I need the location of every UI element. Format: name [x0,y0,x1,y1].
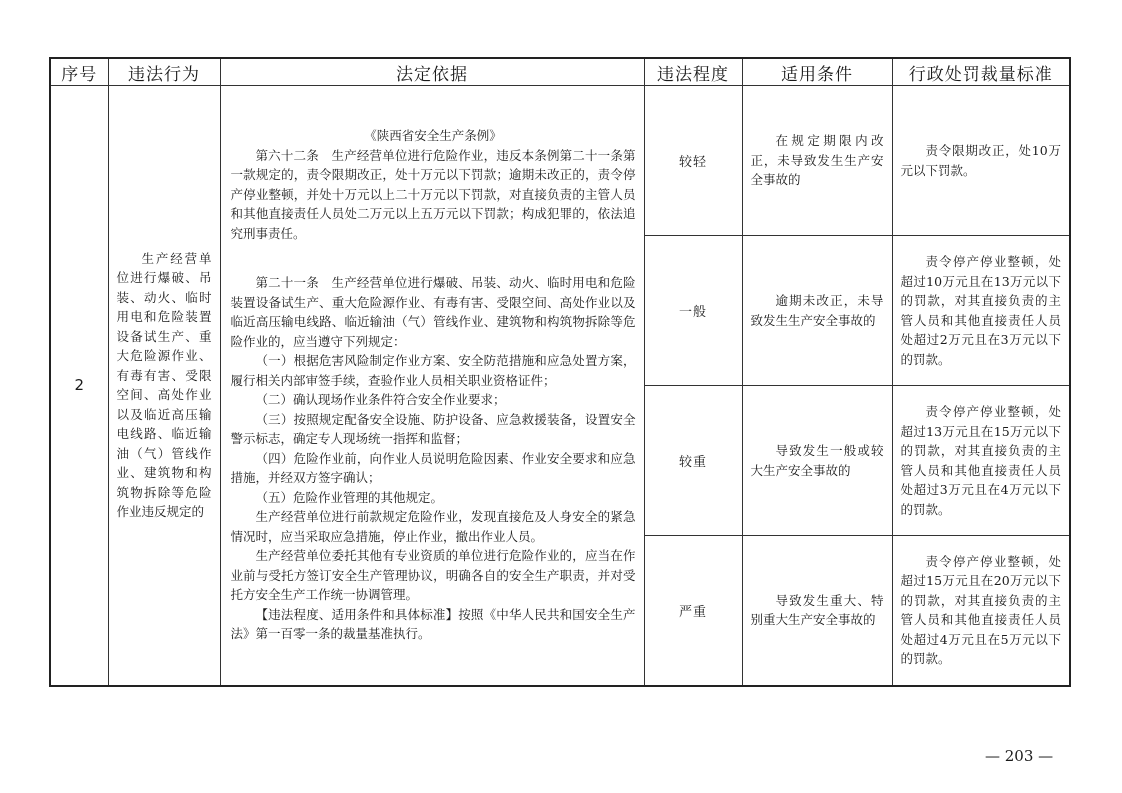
header-basis: 法定依据 [220,58,644,86]
degree-cell: 较轻 [644,86,742,236]
basis-item-5: （五）危险作业管理的其他规定。 [255,489,444,505]
basis-regulation-title: 《陕西省安全生产条例》 [364,128,502,143]
condition-cell: 导致发生重大、特别重大生产安全事故的 [742,536,892,686]
degree-cell: 严重 [644,536,742,686]
condition-cell: 在规定期限内改正，未导致发生生产安全事故的 [742,86,892,236]
basis-cell [220,86,644,686]
basis-paragraph-entrusted: 生产经营单位委托其他有专业资质的单位进行危险作业的，应当在作业前与受托方签订安全生产管理协议，明确各自的安全生产职责，并对受托方安全生产工作统一协调管理。 [230,548,636,602]
penalty-cell: 责令停产停业整顿，处超过10万元且在13万元以下的罚款，对其直接负责的主管人员和其他直接责任人员处超过2万元且在3万元以下的罚款。 [892,236,1070,386]
header-behavior: 违法行为 [108,58,220,86]
basis-item-4: （四）危险作业前，向作业人员说明危险因素、作业安全要求和应急措施，并经双方签字确认； [230,450,636,485]
header-condition: 适用条件 [742,58,892,86]
basis-item-1: （一）根据危害风险制定作业方案、安全防范措施和应急处置方案，履行相关内部审签手续，查验作业人员相关职业资格证件； [230,353,636,388]
basis-article-21: 第二十一条 生产经营单位进行爆破、吊装、动火、临时用电和危险装置设备试生产、重大危险源作业、有毒有害、受限空间、高处作业以及临近高压输电线路、临近输油（气）管线作业、建筑物和构筑物拆除等危险作业的，应当遵守下列规定： [230,275,636,349]
page-number: — 203 — [985,747,1054,765]
header-seq: 序号 [50,58,108,86]
basis-paragraph-emergency: 生产经营单位进行前款规定危险作业，发现直接危及人身安全的紧急情况时，应当采取应急措施，停止作业，撤出作业人员。 [230,509,636,544]
condition-cell: 逾期未改正，未导致发生生产安全事故的 [742,236,892,386]
seq-cell: 2 [50,86,108,686]
basis-item-2: （二）确认现场作业条件符合安全作业要求； [255,392,506,407]
penalty-cell: 责令停产停业整顿，处超过13万元且在15万元以下的罚款，对其直接负责的主管人员和其他直接责任人员处超过3万元且在4万元以下的罚款。 [892,386,1070,536]
table-row [50,86,1070,236]
penalty-cell: 责令停产停业整顿，处超过15万元且在20万元以下的罚款，对其直接负责的主管人员和其他直接责任人员处超过4万元且在5万元以下的罚款。 [892,536,1070,686]
basis-item-3: （三）按照规定配备安全设施、防护设备、应急救援装备，设置安全警示标志，确定专人现场统一指挥和监督； [230,411,636,446]
degree-cell: 一般 [644,236,742,386]
basis-paragraph-reference: 【违法程度、适用条件和具体标准】按照《中华人民共和国安全生产法》第一百零一条的裁量基准执行。 [230,606,636,641]
header-row [50,58,1070,86]
header-degree: 违法程度 [644,58,742,86]
behavior-cell: 生产经营单位进行爆破、吊装、动火、临时用电和危险装置设备试生产、重大危险源作业、有毒有害、受限空间、高处作业以及临近高压输电线路、临近输油（气）管线作业、建筑物和构筑物拆除等危险作业违反规定的 [108,86,220,686]
header-penalty: 行政处罚裁量标准 [892,58,1070,86]
penalty-cell: 责令限期改正，处10万元以下罚款。 [892,86,1070,236]
degree-cell: 较重 [644,386,742,536]
penalty-standard-table [49,57,1071,687]
basis-article-62: 第六十二条 生产经营单位进行危险作业，违反本条例第二十一条第一款规定的，责令限期改正，处十万元以下罚款；逾期未改正的，责令停产停业整顿，并处十万元以上二十万元以下罚款，对直接负责的主管人员和其他直接责任人员处二万元以上五万元以下罚款；构成犯罪的，依法追究刑事责任。 [230,147,636,241]
condition-cell: 导致发生一般或较大生产安全事故的 [742,386,892,536]
